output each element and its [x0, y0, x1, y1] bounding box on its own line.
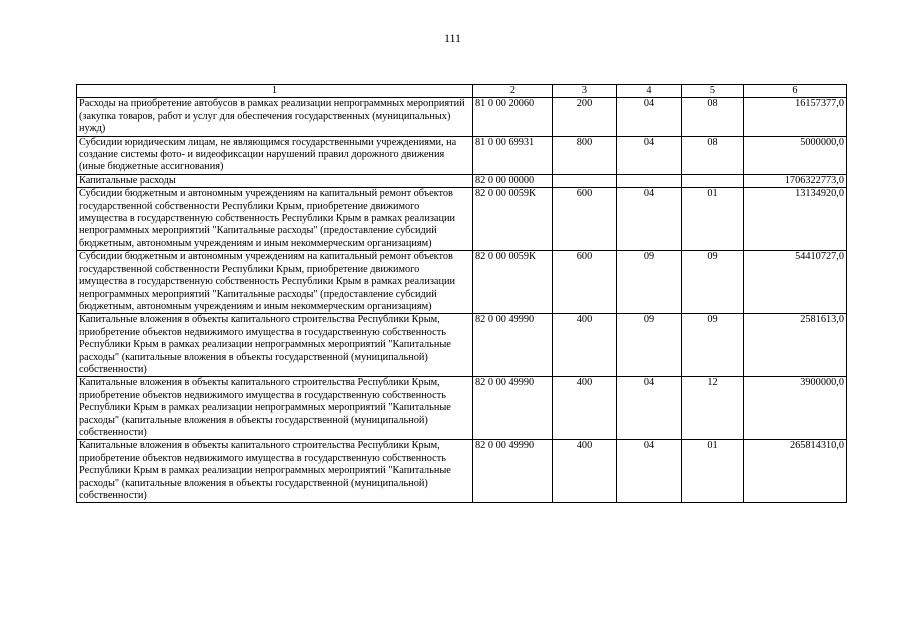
- row-vr: 800: [553, 136, 617, 174]
- row-rz: 04: [617, 188, 682, 251]
- row-description: Капитальные вложения в объекты капитального строительства Республики Крым, приобретение объектов недвижимого имущества в государственную собственность Республики Крым в рамках реализации непрограммных мероприятий "Капитальные расходы" (капитальные вложения в объекты государственной (муниципальной) собственности): [77, 314, 473, 377]
- row-code: 82 0 00 49990: [473, 377, 553, 440]
- header-row: [77, 85, 847, 98]
- header-col-3: 3: [553, 85, 617, 98]
- row-description: Капитальные вложения в объекты капитального строительства Республики Крым, приобретение объектов недвижимого имущества в государственную собственность Республики Крым в рамках реализации непрограммных мероприятий "Капитальные расходы" (капитальные вложения в объекты государственной (муниципальной) собственности): [77, 440, 473, 503]
- row-description: Расходы на приобретение автобусов в рамках реализации непрограммных мероприятий (закупка товаров, работ и услуг для обеспечения государственных (муниципальных) нужд): [77, 98, 473, 136]
- row-amount: 5000000,0: [744, 136, 847, 174]
- row-code: 81 0 00 20060: [473, 98, 553, 136]
- row-vr: 400: [553, 440, 617, 503]
- row-pr: 12: [682, 377, 744, 440]
- budget-table: [76, 84, 847, 503]
- table-row: [77, 174, 847, 187]
- header-col-4: 4: [617, 85, 682, 98]
- row-code: 81 0 00 69931: [473, 136, 553, 174]
- row-rz: [617, 174, 682, 187]
- row-description: Капитальные расходы: [77, 174, 473, 187]
- row-amount: 54410727,0: [744, 251, 847, 314]
- table-row: [77, 188, 847, 251]
- row-pr: 09: [682, 314, 744, 377]
- row-pr: 09: [682, 251, 744, 314]
- row-amount: 16157377,0: [744, 98, 847, 136]
- row-description: Субсидии бюджетным и автономным учреждениям на капитальный ремонт объектов государственной собственности Республики Крым, приобретение движимого имущества в государственную собственность Республики Крым в рамках реализации непрограммных мероприятий "Капитальные расходы" (предоставление субсидий бюджетным, автономным учреждениям и иным некоммерческим организациям): [77, 188, 473, 251]
- row-pr: 08: [682, 136, 744, 174]
- table-row: [77, 251, 847, 314]
- row-description: Субсидии юридическим лицам, не являющимся государственными учреждениями, на создание системы фото- и видеофиксации нарушений правил дорожного движения (иные бюджетные ассигнования): [77, 136, 473, 174]
- row-rz: 04: [617, 136, 682, 174]
- row-vr: 400: [553, 377, 617, 440]
- row-amount: 265814310,0: [744, 440, 847, 503]
- row-rz: 04: [617, 98, 682, 136]
- row-vr: 400: [553, 314, 617, 377]
- page-number: 111: [443, 31, 462, 45]
- row-code: 82 0 00 0059К: [473, 251, 553, 314]
- row-amount: 13134920,0: [744, 188, 847, 251]
- row-amount: 1706322773,0: [744, 174, 847, 187]
- header-col-5: 5: [682, 85, 744, 98]
- table-row: [77, 98, 847, 136]
- row-rz: 04: [617, 440, 682, 503]
- row-description: Субсидии бюджетным и автономным учреждениям на капитальный ремонт объектов государственной собственности Республики Крым, приобретение движимого имущества в государственную собственность Республики Крым в рамках реализации непрограммных мероприятий "Капитальные расходы" (предоставление субсидий бюджетным, автономным учреждениям и иным некоммерческим организациям): [77, 251, 473, 314]
- row-rz: 09: [617, 314, 682, 377]
- row-rz: 09: [617, 251, 682, 314]
- header-col-2: 2: [473, 85, 553, 98]
- row-pr: [682, 174, 744, 187]
- row-amount: 2581613,0: [744, 314, 847, 377]
- row-code: 82 0 00 49990: [473, 440, 553, 503]
- row-amount: 3900000,0: [744, 377, 847, 440]
- table-row: [77, 377, 847, 440]
- row-vr: 600: [553, 251, 617, 314]
- row-code: 82 0 00 0059К: [473, 188, 553, 251]
- row-pr: 01: [682, 188, 744, 251]
- row-rz: 04: [617, 377, 682, 440]
- row-pr: 01: [682, 440, 744, 503]
- row-vr: [553, 174, 617, 187]
- row-code: 82 0 00 49990: [473, 314, 553, 377]
- table-row: [77, 314, 847, 377]
- row-description: Капитальные вложения в объекты капитального строительства Республики Крым, приобретение объектов недвижимого имущества в государственную собственность Республики Крым в рамках реализации непрограммных мероприятий "Капитальные расходы" (капитальные вложения в объекты государственной (муниципальной) собственности): [77, 377, 473, 440]
- row-vr: 200: [553, 98, 617, 136]
- header-col-1: 1: [77, 85, 473, 98]
- row-vr: 600: [553, 188, 617, 251]
- table-row: [77, 136, 847, 174]
- table-row: [77, 440, 847, 503]
- header-col-6: 6: [744, 85, 847, 98]
- row-pr: 08: [682, 98, 744, 136]
- row-code: 82 0 00 00000: [473, 174, 553, 187]
